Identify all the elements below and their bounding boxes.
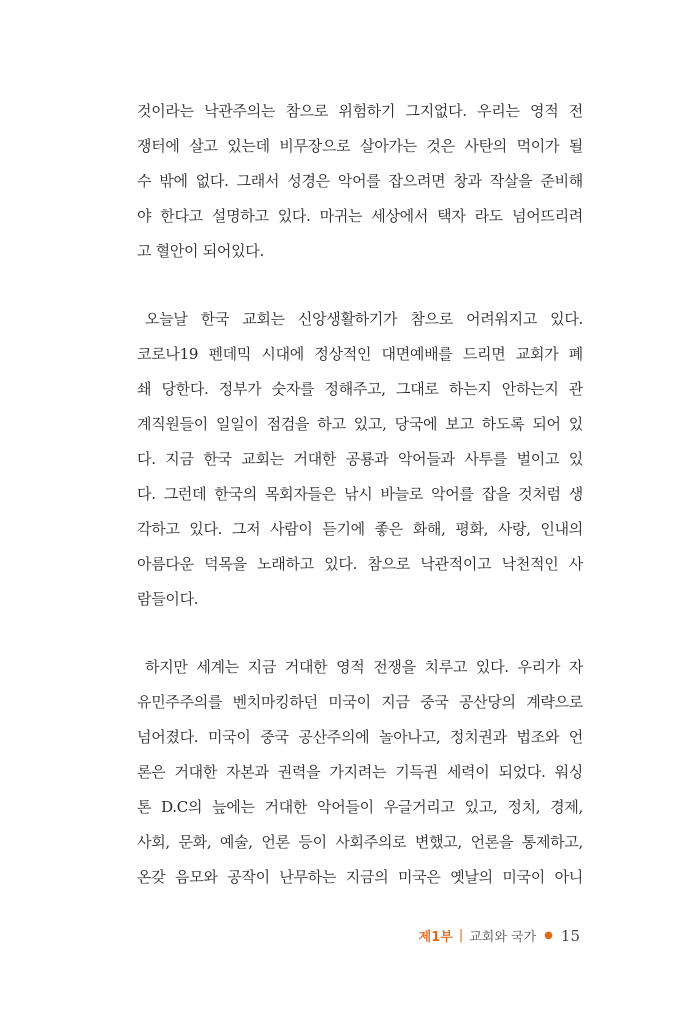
paragraph-line: 넘어졌다. 미국이 중국 공산주의에 놀아나고, 정치권과 법조와 언 xyxy=(137,728,583,746)
paragraph-line: 사회, 문화, 예술, 언론 등이 사회주의로 변했고, 언론을 통제하고, xyxy=(137,833,583,851)
bullet-icon: ● xyxy=(544,930,553,941)
paragraph-line: 다. 그런데 한국의 목회자들은 낚시 바늘로 악어를 잡을 것처럼 생 xyxy=(137,485,583,503)
paragraph-line: 각하고 있다. 그저 사람이 듣기에 좋은 화해, 평화, 사랑, 인내의 xyxy=(137,520,583,538)
paragraph-line: 하지만 세계는 지금 거대한 영적 전쟁을 치루고 있다. 우리가 자 xyxy=(145,658,583,676)
paragraph-line: 고 혈안이 되어있다. xyxy=(137,242,264,260)
paragraph-line: 론은 거대한 자본과 권력을 가지려는 기득권 세력이 되었다. 워싱 xyxy=(137,763,583,781)
paragraph-line: 유민주주의를 벤치마킹하던 미국이 지금 중국 공산당의 계략으로 xyxy=(137,693,583,711)
paragraph-line: 아름다운 덕목을 노래하고 있다. 참으로 낙관적이고 낙천적인 사 xyxy=(137,555,583,573)
paragraph-line: 쟁터에 살고 있는데 비무장으로 살아가는 것은 사탄의 먹이가 될 xyxy=(137,137,583,155)
paragraph-2 xyxy=(137,302,583,617)
part-label: 제1부 xyxy=(418,930,453,945)
paragraph-line: 야 한다고 설명하고 있다. 마귀는 세상에서 택자 라도 넘어뜨리려 xyxy=(137,207,583,225)
paragraph-line: 쇄 당한다. 정부가 숫자를 정해주고, 그대로 하는지 안하는지 관 xyxy=(137,380,583,398)
chapter-title: 교회와 국가 xyxy=(469,930,537,945)
paragraph-line: 다. 지금 한국 교회는 거대한 공룡과 악어들과 사투를 벌이고 있 xyxy=(137,450,583,468)
page-body xyxy=(137,94,583,895)
paragraph-line: 톤 D.C의 늪에는 거대한 악어들이 우글거리고 있고, 정치, 경제, xyxy=(137,798,583,816)
paragraph-1 xyxy=(137,94,583,269)
paragraph-line: 온갖 음모와 공작이 난무하는 지금의 미국은 옛날의 미국이 아니 xyxy=(137,868,583,886)
paragraph-line: 것이라는 낙관주의는 참으로 위험하기 그지없다. 우리는 영적 전 xyxy=(137,102,583,120)
paragraph-line: 람들이다. xyxy=(137,590,199,608)
paragraph-line: 오늘날 한국 교회는 신앙생활하기가 참으로 어려워지고 있다. xyxy=(145,310,583,328)
page-number: 15 xyxy=(560,926,580,945)
paragraph-3 xyxy=(137,650,583,895)
paragraph-line: 코로나19 펜데믹 시대에 정상적인 대면예배를 드리면 교회가 폐 xyxy=(137,345,583,363)
running-footer xyxy=(419,926,580,945)
paragraph-line: 계직원들이 일일이 점검을 하고 있고, 당국에 보고 하도록 되어 있 xyxy=(137,415,583,433)
paragraph-line: 수 밖에 없다. 그래서 성경은 악어를 잡으려면 창과 작살을 준비해 xyxy=(137,172,583,190)
footer-separator: | xyxy=(458,928,464,943)
